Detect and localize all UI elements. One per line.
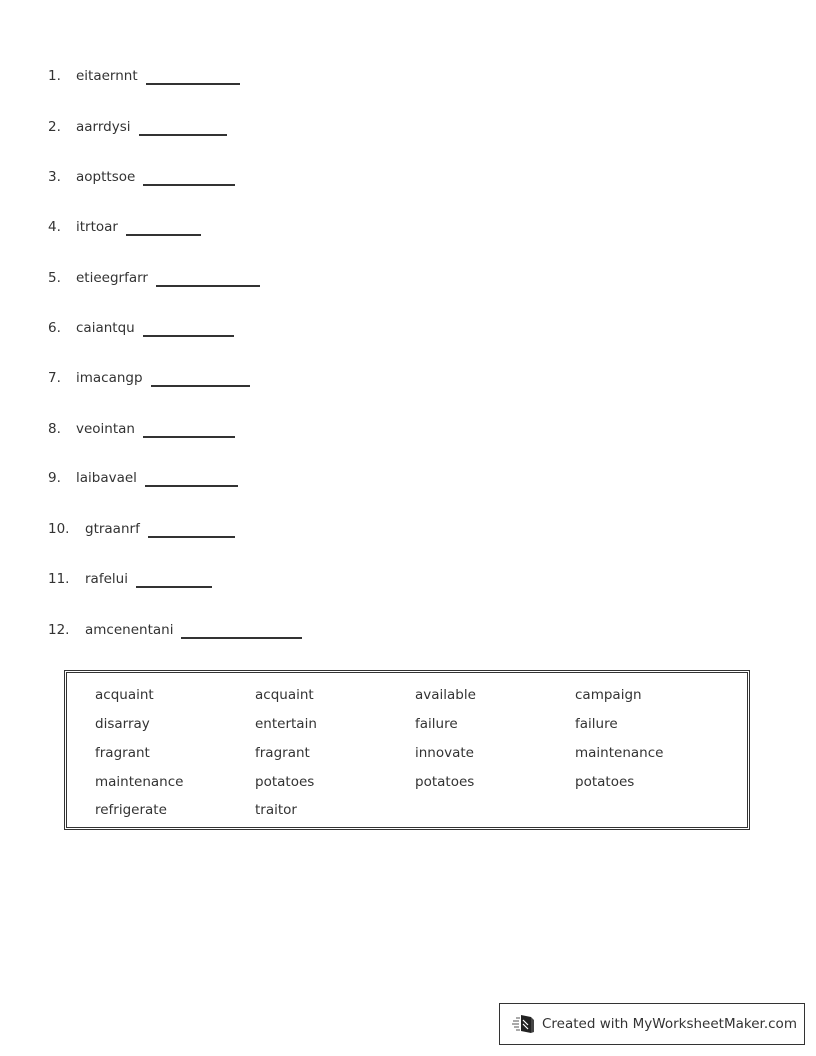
answer-blank[interactable] (126, 234, 201, 236)
scramble-problem (48, 419, 135, 439)
worksheet-logo-icon (512, 1013, 536, 1035)
word-bank-item: potatoes (415, 774, 475, 790)
answer-blank[interactable] (139, 134, 227, 136)
word-bank-item: fragrant (255, 745, 310, 761)
problem-number: 5. (48, 270, 61, 286)
scramble-problem (48, 117, 131, 137)
scramble-problem (48, 569, 128, 589)
footer-text: Created with MyWorksheetMaker.com (542, 1016, 797, 1032)
scrambled-word: veointan (76, 421, 135, 437)
problem-number: 11. (48, 571, 70, 587)
word-bank-item: available (415, 687, 476, 703)
answer-blank[interactable] (148, 536, 235, 538)
word-bank-item: potatoes (575, 774, 635, 790)
scramble-problem (48, 268, 148, 288)
scrambled-word: amcenentani (85, 622, 174, 638)
word-bank-item: refrigerate (95, 802, 167, 818)
problem-number: 9. (48, 470, 61, 486)
word-bank-item: maintenance (575, 745, 664, 761)
problem-number: 3. (48, 169, 61, 185)
problem-number: 1. (48, 68, 61, 84)
word-bank-item: acquaint (95, 687, 154, 703)
answer-blank[interactable] (181, 637, 302, 639)
scrambled-word: caiantqu (76, 320, 135, 336)
answer-blank[interactable] (143, 335, 234, 337)
answer-blank[interactable] (156, 285, 260, 287)
word-bank-item: acquaint (255, 687, 314, 703)
scramble-problem (48, 620, 173, 640)
scramble-problem (48, 66, 138, 86)
answer-blank[interactable] (151, 385, 250, 387)
scrambled-word: gtraanrf (85, 521, 140, 537)
word-bank-box (64, 670, 750, 830)
problem-number: 6. (48, 320, 61, 336)
problem-number: 4. (48, 219, 61, 235)
word-bank-item: failure (415, 716, 458, 732)
answer-blank[interactable] (136, 586, 212, 588)
answer-blank[interactable] (143, 436, 235, 438)
word-bank-item: disarray (95, 716, 150, 732)
scramble-problem (48, 318, 135, 338)
word-bank-item: campaign (575, 687, 642, 703)
scrambled-word: imacangp (76, 370, 143, 386)
word-bank-item: potatoes (255, 774, 315, 790)
word-bank-item: innovate (415, 745, 474, 761)
word-bank-item: failure (575, 716, 618, 732)
answer-blank[interactable] (143, 184, 235, 186)
scrambled-word: etieegrfarr (76, 270, 148, 286)
scramble-problem (48, 167, 135, 187)
problem-number: 12. (48, 622, 70, 638)
problem-number: 2. (48, 119, 61, 135)
word-bank-item: fragrant (95, 745, 150, 761)
answer-blank[interactable] (145, 485, 238, 487)
scramble-problem (48, 519, 140, 539)
scramble-problem (48, 217, 118, 237)
scrambled-word: itrtoar (76, 219, 118, 235)
scramble-problem (48, 368, 143, 388)
word-bank-item: traitor (255, 802, 297, 818)
problem-number: 7. (48, 370, 61, 386)
problem-number: 8. (48, 421, 61, 437)
scramble-problem (48, 468, 137, 488)
problem-number: 10. (48, 521, 70, 537)
word-bank-item: entertain (255, 716, 317, 732)
scrambled-word: aopttsoe (76, 169, 136, 185)
answer-blank[interactable] (146, 83, 240, 85)
word-bank-item: maintenance (95, 774, 184, 790)
scrambled-word: laibavael (76, 470, 137, 486)
footer-credit (499, 1003, 805, 1045)
scrambled-word: rafelui (85, 571, 128, 587)
scrambled-word: eitaernnt (76, 68, 138, 84)
scrambled-word: aarrdysi (76, 119, 131, 135)
